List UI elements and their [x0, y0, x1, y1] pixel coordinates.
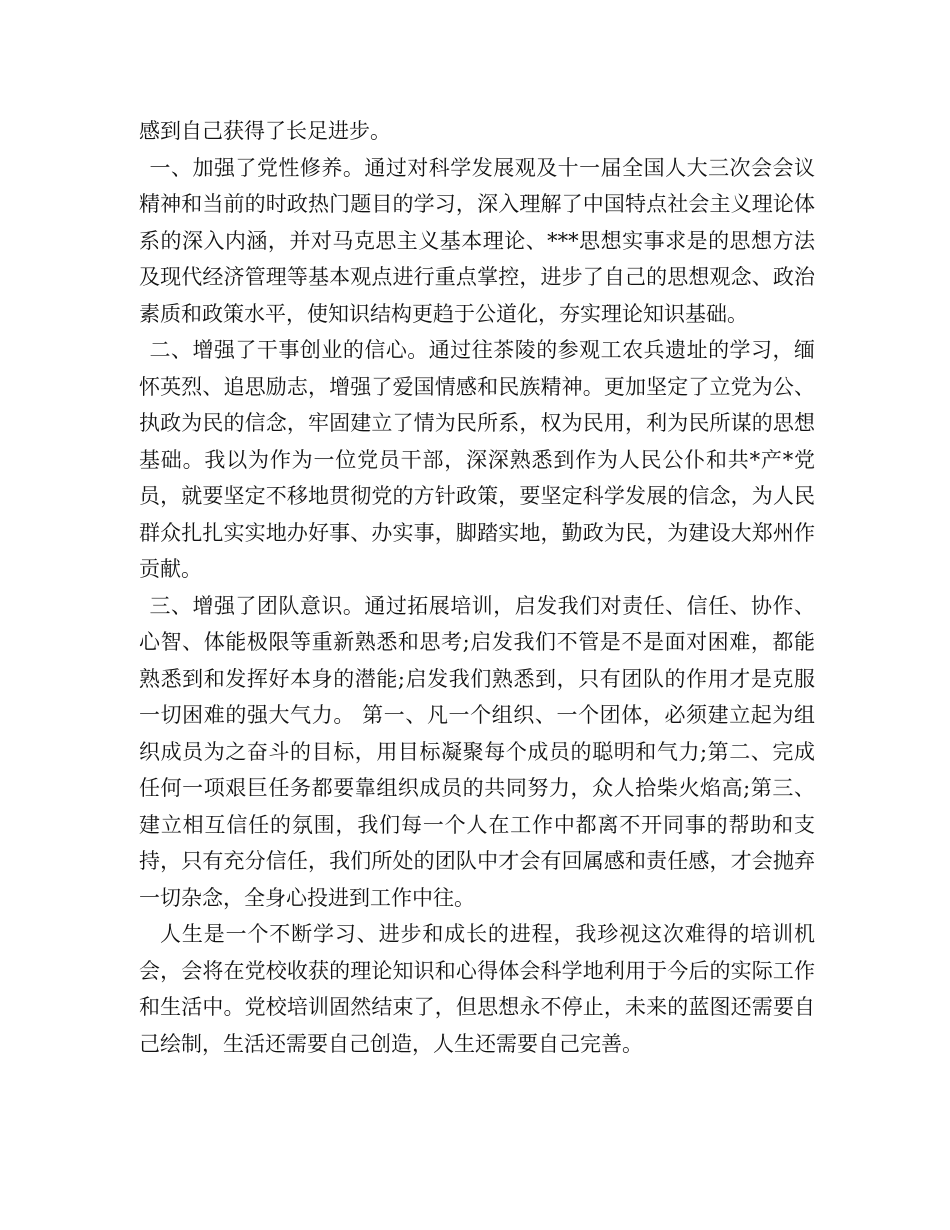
paragraph-career-confidence: 二、增强了干事创业的信心。通过往茶陵的参观工农兵遗址的学习，缅怀英烈、追思励志，增强了爱国情感和民族精神。更加坚定了立党为公、执政为民的信念，牢固建立了情为民所系，权为民用，利为民所谋的思想基础。我以为作为一位党员干部，深深熟悉到作为人民公仆和共*产*党员，就要坚定不移地贯彻党的方针政策，要坚定科学发展的信念，为人民群众扎扎实实地办好事、办实事，脚踏实地，勤政为民，为建设大郑州作贡献。: [139, 338, 815, 581]
paragraph-conclusion: 人生是一个不断学习、进步和成长的进程，我珍视这次难得的培训机会，会将在党校收获的理论知识和心得体会科学地利用于今后的实际工作和生活中。党校培训固然结束了，但思想永不停止，未来的蓝图还需要自己绘制，生活还需要自己创造，人生还需要自己完善。: [139, 922, 815, 1056]
document-body: [139, 113, 815, 1062]
paragraph-continuation: 感到自己获得了长足进步。: [139, 119, 391, 143]
paragraph-team-awareness: 三、增强了团队意识。通过拓展培训，启发我们对责任、信任、协作、心智、体能极限等重新熟悉和思考;启发我们不管是不是面对困难，都能熟悉到和发挥好本身的潜能;启发我们熟悉到，只有团队的作用才是克服一切困难的强大气力。 第一、凡一个组织、一个团体，必须建立起为组织成员为之奋斗的目标，用目标凝聚每个成员的聪明和气力;第二、完成任何一项艰巨任务都要靠组织成员的共同努力，众人拾柴火焰高;第三、建立相互信任的氛围，我们每一个人在工作中都离不开同事的帮助和支持，只有充分信任，我们所处的团队中才会有回属感和责任感，才会抛弃一切杂念，全身心投进到工作中往。: [139, 593, 815, 910]
paragraph-party-spirit: 一、加强了党性修养。通过对科学发展观及十一届全国人大三次会会议精神和当前的时政热门题目的学习，深入理解了中国特点社会主义理论体系的深入内涵，并对马克思主义基本理论、***思想实事求是的思想方法及现代经济管理等基本观点进行重点掌控，进步了自己的思想观念、政治素质和政策水平，使知识结构更趋于公道化，夯实理论知识基础。: [139, 155, 815, 326]
